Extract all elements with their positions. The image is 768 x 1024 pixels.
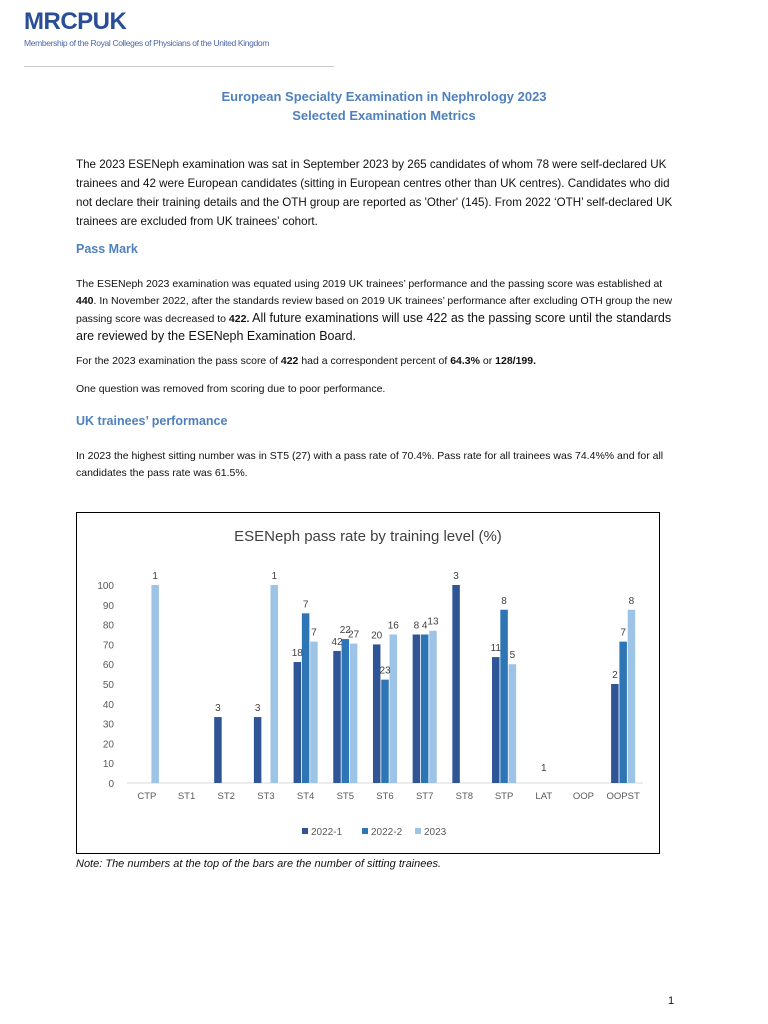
bar-2022-1-ST3 xyxy=(254,717,262,783)
bar-2022-1-OOPST xyxy=(611,684,619,783)
bar-2022-2-ST5 xyxy=(342,639,350,783)
chart-note: Note: The numbers at the top of the bars are the number of sitting trainees. xyxy=(76,858,442,870)
pass-mark-text: . In November 2022, after the standards review based on 2019 UK trainees’ performance after excluding OTH group the new passing score was decreased to xyxy=(76,295,673,325)
x-axis xyxy=(127,783,643,802)
chart-title: ESENeph pass rate by training level (%) xyxy=(234,528,502,545)
bar-label: 5 xyxy=(509,650,516,662)
x-tick-label: ST5 xyxy=(336,791,355,802)
x-tick-label: ST1 xyxy=(177,791,196,802)
bar-label: 1 xyxy=(540,763,547,774)
y-tick-label: 40 xyxy=(102,699,114,711)
pass-mark-text: The ESENeph 2023 examination was equated using 2019 UK trainees’ performance and the passing score was established at xyxy=(76,278,663,290)
y-tick-label: 80 xyxy=(102,620,114,632)
bar-2023-ST6 xyxy=(390,635,398,784)
x-tick-label: OOP xyxy=(572,791,595,802)
logo-subtitle: Membership of the Royal Colleges of Physicians of the United Kingdom xyxy=(24,38,270,48)
bar-label: 7 xyxy=(620,627,626,639)
bar-2022-1-ST4 xyxy=(294,662,302,783)
bar-2022-1-STP xyxy=(492,657,500,783)
bar-label: 22 xyxy=(339,625,351,637)
bar-2022-1-ST8 xyxy=(452,585,460,783)
bar-2022-1-ST5 xyxy=(333,651,341,783)
legend-label: 2022-1 xyxy=(311,827,343,838)
bar-label: 7 xyxy=(311,627,317,639)
bar-label: 1 xyxy=(271,571,278,582)
bar-2022-2-STP xyxy=(500,610,508,783)
bar-label: 8 xyxy=(501,595,507,607)
pass-score-text: had a correspondent percent of xyxy=(298,355,451,367)
x-tick-label: ST2 xyxy=(217,791,235,802)
legend-swatch-2023 xyxy=(415,828,421,834)
x-tick-label: CTP xyxy=(137,791,157,802)
bar-2023-OOPST xyxy=(628,610,636,783)
bar-label: 7 xyxy=(302,599,309,611)
bar-2023-STP xyxy=(509,664,517,783)
legend-label: 2022-2 xyxy=(371,827,403,838)
y-tick-label: 0 xyxy=(108,779,114,790)
bar-2022-1-ST7 xyxy=(413,635,421,784)
x-tick-label: LAT xyxy=(535,791,553,802)
bar-label: 16 xyxy=(387,620,399,632)
pass-rate-chart xyxy=(76,512,660,854)
intro-paragraph: The 2023 ESENeph examination was sat in September 2023 by 265 candidates of whom 78 were self-declared UK trainees and 42 were European candidates (sitting in European centres other than UK centres). Candidates who did not declare their training details and the OTH group are reported as 'Other' (145). From 2022 ‘OTH’ self-declared UK trainees are excluded from UK trainees’ cohort. xyxy=(76,158,673,228)
pass-mark-text: All future examinations will use 422 as the passing score until the standards are reviewed by the ESENeph Examination Board. xyxy=(76,311,672,343)
y-tick-label: 50 xyxy=(102,680,114,691)
pass-mark-heading: Pass Mark xyxy=(76,242,138,256)
pass-fraction: 128/199. xyxy=(495,355,537,367)
pass-score-value: 422 xyxy=(280,355,299,367)
x-tick-label: ST7 xyxy=(415,791,434,802)
bar-2022-2-OOPST xyxy=(619,642,627,783)
bar-label: 1 xyxy=(152,571,158,582)
bars xyxy=(151,585,635,783)
pass-score-paragraph xyxy=(76,353,676,370)
legend-swatch-2022-1 xyxy=(302,828,308,834)
bar-2023-ST5 xyxy=(350,644,358,783)
y-tick-label: 20 xyxy=(102,739,114,751)
bar-2023-ST7 xyxy=(429,631,437,783)
bar-label: 8 xyxy=(413,620,420,632)
bar-2022-2-ST7 xyxy=(421,635,429,784)
new-pass-score: 422. xyxy=(228,313,250,325)
bar-2023-ST4 xyxy=(310,642,318,783)
document-title: European Specialty Examination in Nephrology 2023 xyxy=(221,89,547,104)
bar-label: 23 xyxy=(379,665,391,677)
pass-percent: 64.3% xyxy=(450,355,480,367)
bar-2022-1-ST2 xyxy=(214,717,222,783)
bar-label: 3 xyxy=(453,571,459,582)
y-tick-label: 60 xyxy=(102,660,114,672)
bar-label: 3 xyxy=(215,703,221,715)
bar-label: 4 xyxy=(421,620,428,632)
bar-label: 13 xyxy=(427,616,439,628)
bar-label: 20 xyxy=(371,630,383,642)
document-subtitle: Selected Examination Metrics xyxy=(292,108,476,123)
page-number: 1 xyxy=(668,995,675,1007)
x-tick-label: OOPST xyxy=(606,791,640,802)
uk-trainees-paragraph: In 2023 the highest sitting number was in ST5 (27) with a pass rate of 70.4%. Pass rate for all trainees was 74.4%% and for all candidates the pass rate was 61.5%. xyxy=(76,450,664,479)
initial-pass-score: 440 xyxy=(76,295,94,307)
bar-label: 2 xyxy=(612,670,618,681)
bar-2022-2-ST6 xyxy=(381,680,389,783)
y-tick-label: 90 xyxy=(102,600,114,612)
y-tick-label: 100 xyxy=(97,581,114,592)
x-tick-label: ST3 xyxy=(257,791,275,802)
y-tick-label: 70 xyxy=(102,640,114,652)
x-tick-label: STP xyxy=(494,791,514,802)
y-axis xyxy=(97,581,114,790)
legend xyxy=(302,827,447,838)
uk-trainees-heading: UK trainees’ performance xyxy=(76,414,228,428)
bar-label: 11 xyxy=(490,643,501,655)
x-tick-label: ST8 xyxy=(455,791,474,802)
pass-mark-paragraph xyxy=(76,276,676,346)
bar-label: 42 xyxy=(331,636,343,648)
x-tick-label: ST4 xyxy=(296,791,315,802)
legend-label: 2023 xyxy=(424,827,447,838)
chart-canvas xyxy=(77,513,659,853)
bar-label: 8 xyxy=(628,595,635,607)
bar-2023-CTP xyxy=(151,585,159,783)
logo-text: MRCPUK xyxy=(24,8,127,35)
bar-label: 3 xyxy=(254,703,261,715)
pass-score-text: or xyxy=(479,355,496,367)
mrcpuk-logo xyxy=(24,8,269,48)
y-tick-label: 30 xyxy=(102,719,114,731)
legend-swatch-2022-2 xyxy=(362,828,368,834)
bar-2023-ST3 xyxy=(270,585,278,783)
pass-score-text: For the 2023 examination the pass score of xyxy=(76,355,281,367)
bar-label: 18 xyxy=(291,648,303,660)
y-tick-label: 10 xyxy=(102,759,114,771)
x-tick-label: ST6 xyxy=(376,791,394,802)
bar-2022-2-ST4 xyxy=(302,613,310,783)
header-divider xyxy=(24,66,334,67)
bar-label: 27 xyxy=(348,629,360,641)
removed-question-paragraph: One question was removed from scoring due to poor performance. xyxy=(76,383,386,395)
